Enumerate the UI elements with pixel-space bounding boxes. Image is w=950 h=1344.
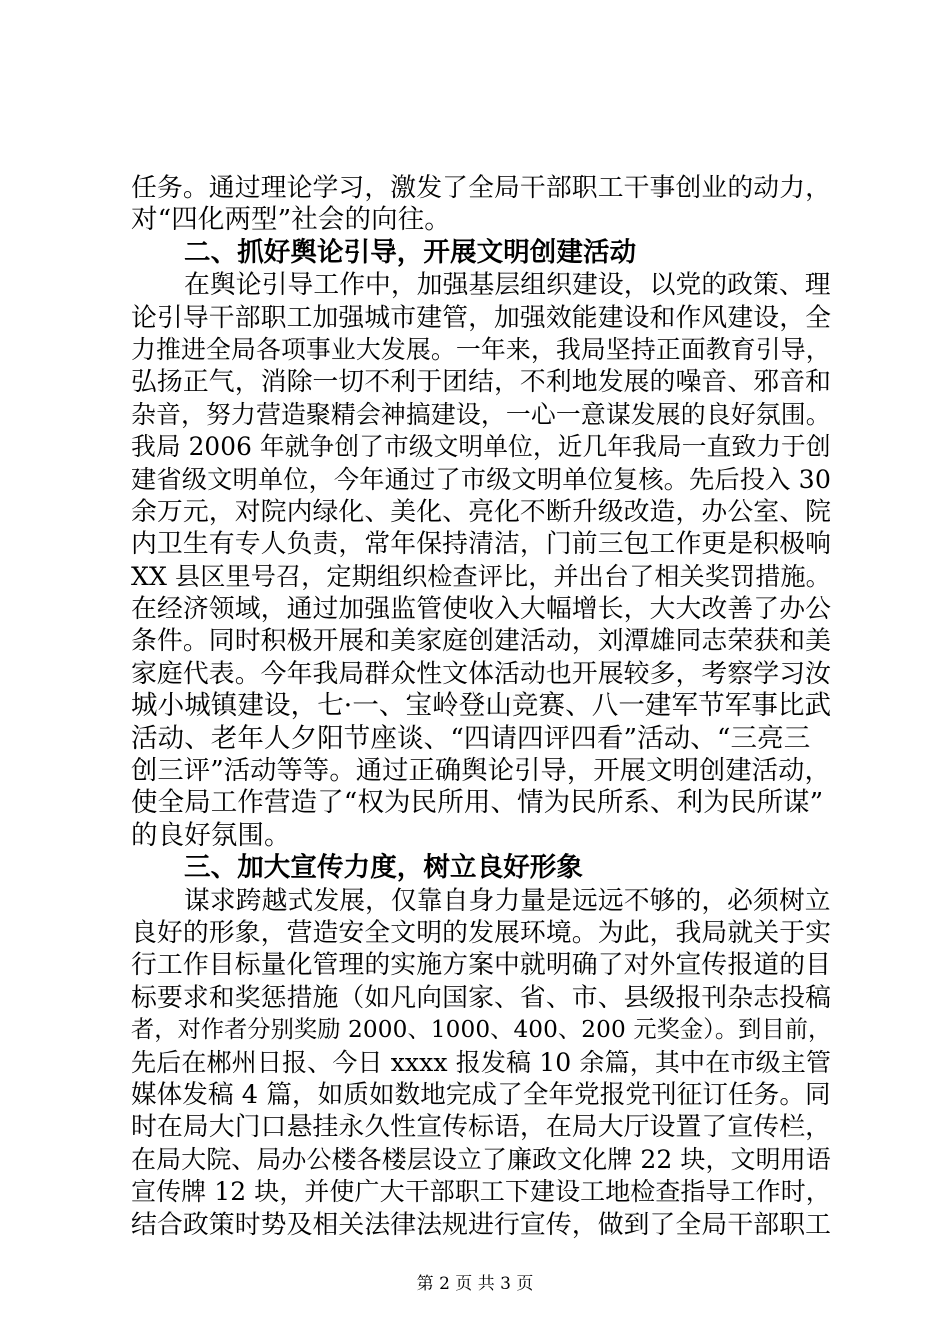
text-line: 在经济领域，通过加强监管使收入大幅增长，大大改善了办公	[131, 594, 832, 625]
text-line: 我局 2006 年就争创了市级文明单位，近几年我局一直致力于创	[131, 432, 831, 462]
text-line: 良好的形象，营造安全文明的发展环境。为此，我局就关于实	[131, 917, 832, 948]
document-body	[131, 172, 831, 1241]
text-line: 城小城镇建设，七·一、宝岭登山竞赛、八一建军节军事比武	[131, 690, 832, 722]
text-line: 谋求跨越式发展，仅靠自身力量是远远不够的，必须树立	[184, 885, 831, 916]
text-line: 论引导干部职工加强城市建管，加强效能建设和作风建设，全	[131, 302, 832, 333]
text-line: 任务。通过理论学习，激发了全局干部职工干事创业的动力，	[131, 173, 832, 203]
text-line: 内卫生有专人负责，常年保持清洁，门前三包工作更是积极响	[131, 529, 832, 560]
text-line: 在局大院、局办公楼各楼层设立了廉政文化牌 22 块，文明用语	[131, 1144, 831, 1174]
text-line: 者，对作者分别奖励 2000、1000、400、200 元奖金）。到目前，	[131, 1016, 832, 1044]
text-line: 标要求和奖惩措施（如凡向国家、省、市、县级报刊杂志投稿	[131, 982, 832, 1013]
text-line: 结合政策时势及相关法律法规进行宣传，做到了全局干部职工	[131, 1209, 832, 1240]
text-line: 创三评”活动等等。通过正确舆论引导，开展文明创建活动，	[131, 756, 831, 787]
text-line: 活动、老年人夕阳节座谈、“四请四评四看”活动、“三亮三	[131, 722, 811, 754]
text-line: 使全局工作营造了“权为民所用、情为民所系、利为民所谋”	[131, 787, 824, 819]
page-number-footer: 第 2 页 共 3 页	[416, 1274, 534, 1294]
text-line: 先后在郴州日报、今日 xxxx 报发稿 10 余篇，其中在市级主管	[131, 1047, 832, 1077]
section-heading: 二、抓好舆论引导，开展文明创建活动	[184, 236, 637, 268]
text-line: 力推进全局各项事业大发展。一年来，我局坚持正面教育引导，	[131, 334, 831, 364]
section-heading: 三、加大宣传力度，树立良好形象	[184, 852, 583, 884]
text-line: 余万元，对院内绿化、美化、亮化不断升级改造，办公室、院	[131, 496, 832, 527]
text-line: 媒体发稿 4 篇，如质如数地完成了全年党报党刊征订任务。同	[131, 1079, 831, 1110]
text-line: 时在局大门口悬挂永久性宣传标语，在局大厅设置了宣传栏，	[131, 1112, 832, 1143]
text-line: XX 县区里号召，定期组织检查评比，并出台了相关奖罚措施。	[131, 561, 831, 591]
text-line: 宣传牌 12 块，并使广大干部职工下建设工地检查指导工作时，	[131, 1177, 831, 1207]
text-line: 对“四化两型”社会的向往。	[131, 204, 451, 236]
text-line: 建省级文明单位，今年通过了市级文明单位复核。先后投入 30	[131, 464, 831, 494]
text-line: 在舆论引导工作中，加强基层组织建设，以党的政策、理	[184, 270, 831, 301]
text-line: 家庭代表。今年我局群众性文体活动也开展较多，考察学习汝	[131, 658, 832, 689]
text-line: 条件。同时积极开展和美家庭创建活动，刘潭雄同志荣获和美	[131, 626, 832, 657]
text-line: 弘扬正气，消除一切不利于团结，不利地发展的噪音、邪音和	[131, 367, 832, 398]
text-line: 的良好氛围。	[131, 819, 291, 851]
text-line: 行工作目标量化管理的实施方案中就明确了对外宣传报道的目	[131, 950, 832, 981]
text-line: 杂音，努力营造聚精会神搞建设，一心一意谋发展的良好氛围。	[131, 399, 831, 429]
